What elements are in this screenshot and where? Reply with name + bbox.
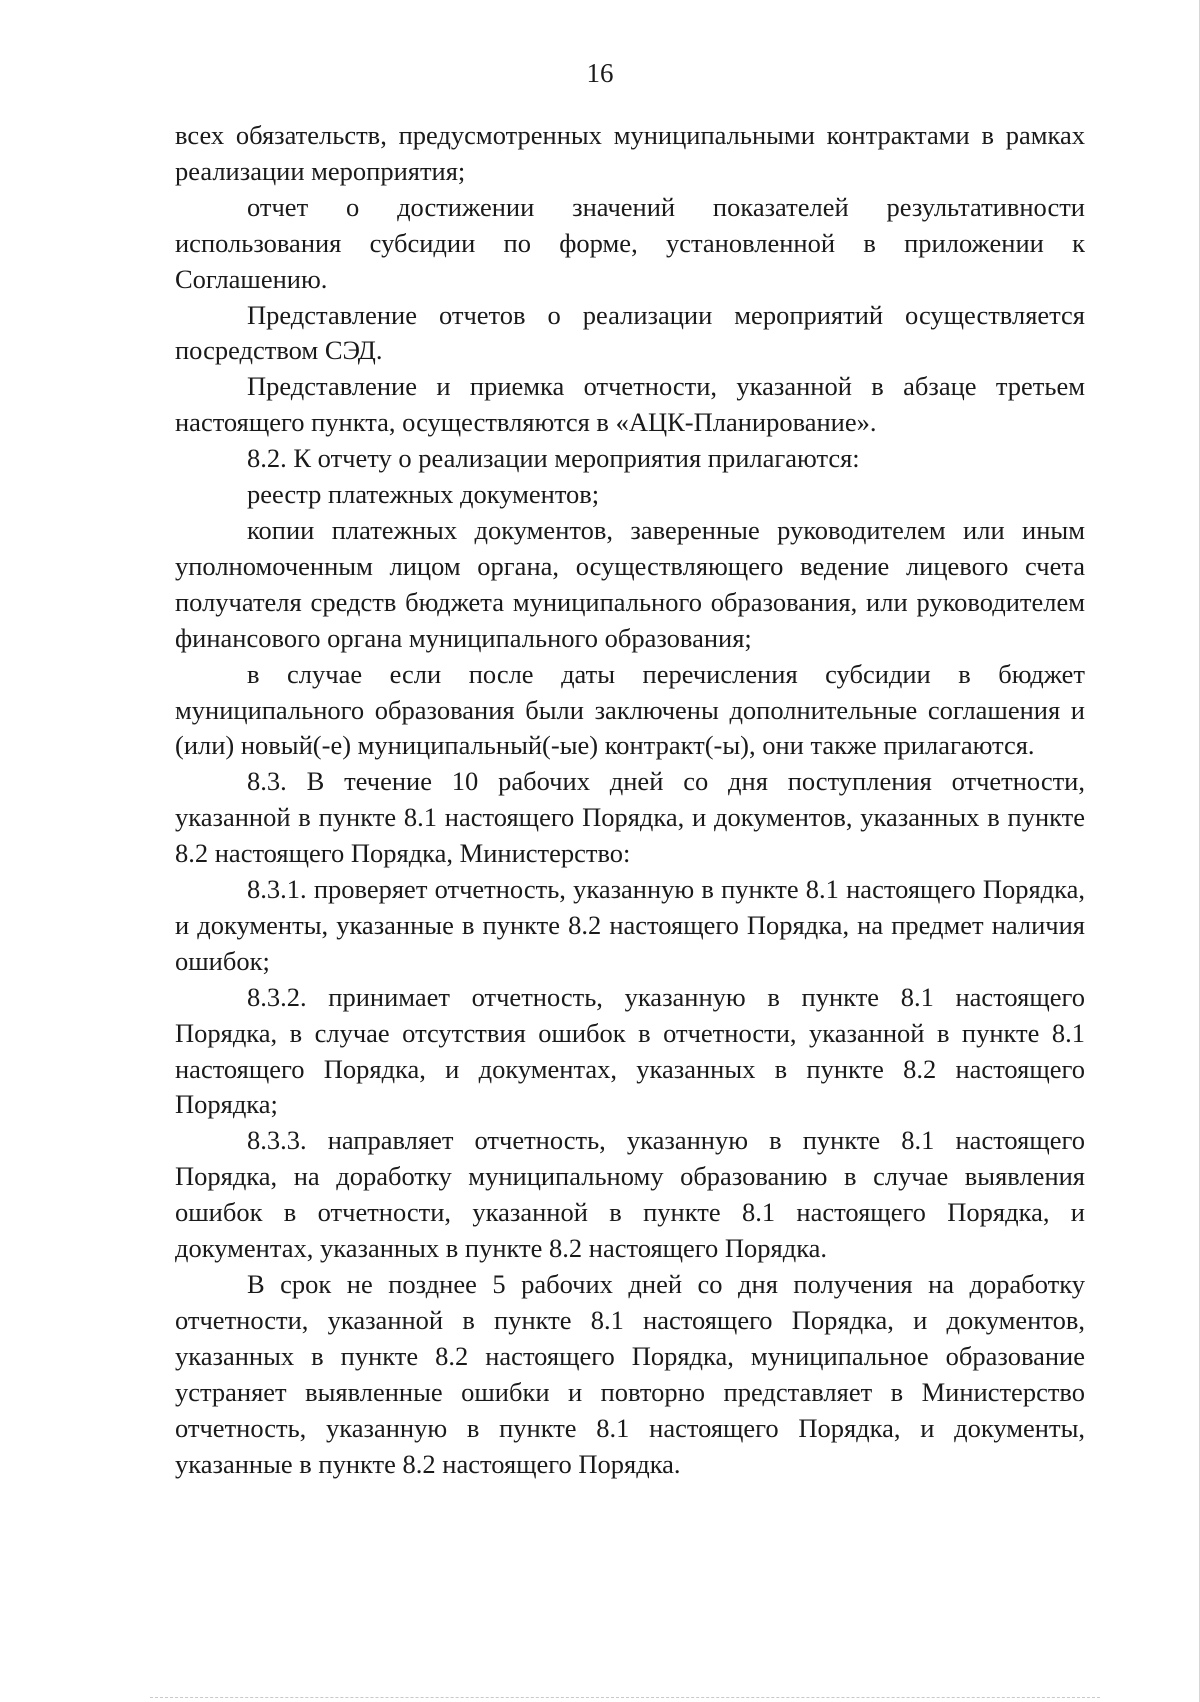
paragraph: Представление и приемка отчетности, указанной в абзаце третьем настоящего пункта, осуществляются в «АЦК-Планирование». bbox=[175, 371, 1085, 438]
paragraph-continuation: всех обязательств, предусмотренных муниципальными контрактами в рамках реализации мероприятия; bbox=[175, 120, 1085, 186]
paragraph: отчет о достижении значений показателей результативности использования субсидии по форме, установленной в приложении к Соглашению. bbox=[175, 191, 1085, 294]
paragraph: 8.3.2. принимает отчетность, указанную в пункте 8.1 настоящего Порядка, в случае отсутствия ошибок в отчетности, указанной в пункте 8.1 настоящего Порядка, и документах, указанных в пункте 8.2 настоящего Порядка; bbox=[175, 981, 1085, 1120]
paragraph: Представление отчетов о реализации мероприятий осуществляется посредством СЭД. bbox=[175, 299, 1085, 366]
paragraph: копии платежных документов, заверенные руководителем или иным уполномоченным лицом органа, осуществляющего ведение лицевого счета получателя средств бюджета муниципального образования, или руководителем финансового органа муниципального образования; bbox=[175, 514, 1085, 653]
paragraph: В срок не позднее 5 рабочих дней со дня получения на доработку отчетности, указанной в пункте 8.1 настоящего Порядка, и документов, указанных в пункте 8.2 настоящего Порядка, муниципальное образование устраняет выявленные ошибки и повторно представляет в Министерство отчетность, указанную в пункте 8.1 настоящего Порядка, и документы, указанные в пункте 8.2 настоящего Порядка. bbox=[175, 1269, 1085, 1479]
paragraph: 8.3. В течение 10 рабочих дней со дня поступления отчетности, указанной в пункте 8.1 настоящего Порядка, и документов, указанных в пункте 8.2 настоящего Порядка, Министерство: bbox=[175, 766, 1085, 869]
paragraph: реестр платежных документов; bbox=[247, 479, 600, 510]
paragraph: в случае если после даты перечисления субсидии в бюджет муниципального образования были заключены дополнительные соглашения и (или) новый(-е) муниципальный(-ые) контракт(-ы), они также прилагаются. bbox=[175, 658, 1085, 761]
document-body bbox=[175, 118, 1085, 1482]
bottom-scan-edge bbox=[150, 1697, 1100, 1699]
paragraph: 8.3.1. проверяет отчетность, указанную в пункте 8.1 настоящего Порядка, и документы, указанные в пункте 8.2 настоящего Порядка, на предмет наличия ошибок; bbox=[175, 874, 1085, 976]
page-number: 16 bbox=[586, 58, 614, 88]
paragraph: 8.3.3. направляет отчетность, указанную в пункте 8.1 настоящего Порядка, на доработку муниципальному образованию в случае выявления ошибок в отчетности, указанной в пункте 8.1 настоящего Порядка, и документах, указанных в пункте 8.2 настоящего Порядка. bbox=[175, 1125, 1085, 1264]
paragraph: 8.2. К отчету о реализации мероприятия прилагаются: bbox=[247, 443, 860, 474]
